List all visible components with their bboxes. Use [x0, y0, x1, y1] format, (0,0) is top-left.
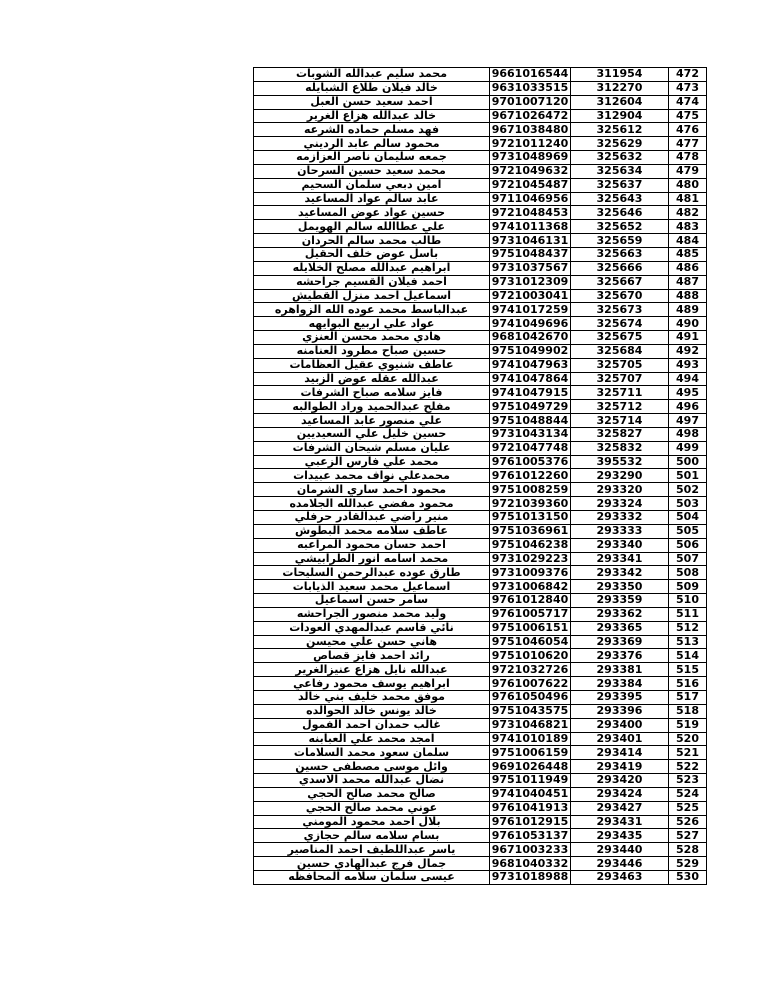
name-cell: محمود احمد ساري الشرمان: [254, 483, 490, 497]
national-id-cell: 9741010189: [490, 732, 571, 746]
row-number-cell: 520: [669, 732, 707, 746]
code-cell: 325643: [571, 192, 669, 206]
national-id-cell: 9731006842: [490, 580, 571, 594]
national-id-cell: 9761041913: [490, 801, 571, 815]
national-id-cell: 9711046956: [490, 192, 571, 206]
code-cell: 293365: [571, 621, 669, 635]
code-cell: 293401: [571, 732, 669, 746]
national-id-cell: 9761050496: [490, 690, 571, 704]
row-number-cell: 475: [669, 109, 707, 123]
table-row: [254, 760, 707, 774]
row-number-cell: 491: [669, 331, 707, 345]
name-cell: وليد محمد منصور الجراحشه: [254, 607, 490, 621]
code-cell: 325612: [571, 123, 669, 137]
national-id-cell: 9731029223: [490, 552, 571, 566]
name-cell: رائد احمد فايز قصاص: [254, 649, 490, 663]
code-cell: 325670: [571, 289, 669, 303]
table-row: [254, 206, 707, 220]
row-number-cell: 522: [669, 760, 707, 774]
name-cell: ابراهيم يوسف محمود رفاعي: [254, 677, 490, 691]
table-row: [254, 178, 707, 192]
code-cell: 325673: [571, 303, 669, 317]
national-id-cell: 9721048453: [490, 206, 571, 220]
row-number-cell: 489: [669, 303, 707, 317]
name-cell: حسين خليل علي السعيديين: [254, 427, 490, 441]
row-number-cell: 474: [669, 95, 707, 109]
code-cell: 293381: [571, 663, 669, 677]
table-row: [254, 247, 707, 261]
code-cell: 293420: [571, 774, 669, 788]
national-id-cell: 9761007622: [490, 677, 571, 691]
code-cell: 293320: [571, 483, 669, 497]
records-table-body: [254, 68, 707, 885]
name-cell: ياسر عبداللطيف احمد المناصير: [254, 843, 490, 857]
table-row: [254, 635, 707, 649]
records-table: [253, 67, 707, 885]
name-cell: عواد علي اربيع البوايهه: [254, 317, 490, 331]
row-number-cell: 476: [669, 123, 707, 137]
national-id-cell: 9671003233: [490, 843, 571, 857]
row-number-cell: 511: [669, 607, 707, 621]
national-id-cell: 9681040332: [490, 857, 571, 871]
table-row: [254, 843, 707, 857]
name-cell: سلمان سعود محمد السلامات: [254, 746, 490, 760]
code-cell: 293419: [571, 760, 669, 774]
national-id-cell: 9631033515: [490, 81, 571, 95]
table-row: [254, 469, 707, 483]
code-cell: 293414: [571, 746, 669, 760]
code-cell: 325652: [571, 220, 669, 234]
table-row: [254, 414, 707, 428]
national-id-cell: 9691026448: [490, 760, 571, 774]
table-row: [254, 718, 707, 732]
table-row: [254, 815, 707, 829]
table-row: [254, 289, 707, 303]
code-cell: 293446: [571, 857, 669, 871]
national-id-cell: 9761053137: [490, 829, 571, 843]
code-cell: 293400: [571, 718, 669, 732]
national-id-cell: 9721011240: [490, 137, 571, 151]
code-cell: 293324: [571, 497, 669, 511]
row-number-cell: 504: [669, 511, 707, 525]
name-cell: طالب محمد سالم الحردان: [254, 234, 490, 248]
national-id-cell: 9671026472: [490, 109, 571, 123]
row-number-cell: 506: [669, 538, 707, 552]
row-number-cell: 526: [669, 815, 707, 829]
table-row: [254, 400, 707, 414]
name-cell: هادي محمد محسن العنزي: [254, 331, 490, 345]
national-id-cell: 9741040451: [490, 787, 571, 801]
code-cell: 325632: [571, 151, 669, 165]
table-row: [254, 261, 707, 275]
row-number-cell: 508: [669, 566, 707, 580]
name-cell: حسين صباح مطرود العنامنه: [254, 344, 490, 358]
code-cell: 293332: [571, 511, 669, 525]
table-row: [254, 538, 707, 552]
code-cell: 312604: [571, 95, 669, 109]
national-id-cell: 9741011368: [490, 220, 571, 234]
national-id-cell: 9751006151: [490, 621, 571, 635]
row-number-cell: 479: [669, 164, 707, 178]
name-cell: عليان مسلم شيحان الشرفات: [254, 441, 490, 455]
table-row: [254, 552, 707, 566]
table-row: [254, 621, 707, 635]
code-cell: 311954: [571, 68, 669, 82]
name-cell: مفلح عبدالحميد وراد الطوالبه: [254, 400, 490, 414]
code-cell: 325666: [571, 261, 669, 275]
name-cell: خالد يونس خالد الحوالده: [254, 704, 490, 718]
name-cell: جمال فرج عبدالهادي حسين: [254, 857, 490, 871]
row-number-cell: 514: [669, 649, 707, 663]
table-row: [254, 344, 707, 358]
name-cell: منير راضي عبدالقادر حرفلي: [254, 511, 490, 525]
code-cell: 293435: [571, 829, 669, 843]
name-cell: حسين عواد عوض المساعيد: [254, 206, 490, 220]
table-row: [254, 801, 707, 815]
code-cell: 325832: [571, 441, 669, 455]
code-cell: 293396: [571, 704, 669, 718]
name-cell: جمعه سليمان ناصر العزازمه: [254, 151, 490, 165]
national-id-cell: 9751036961: [490, 524, 571, 538]
row-number-cell: 478: [669, 151, 707, 165]
national-id-cell: 9701007120: [490, 95, 571, 109]
table-row: [254, 441, 707, 455]
table-row: [254, 594, 707, 608]
national-id-cell: 9731012309: [490, 275, 571, 289]
row-number-cell: 481: [669, 192, 707, 206]
code-cell: 293463: [571, 870, 669, 884]
name-cell: عبدالباسط محمد عوده الله الزواهره: [254, 303, 490, 317]
code-cell: 325684: [571, 344, 669, 358]
row-number-cell: 477: [669, 137, 707, 151]
national-id-cell: 9661016544: [490, 68, 571, 82]
table-row: [254, 829, 707, 843]
national-id-cell: 9741017259: [490, 303, 571, 317]
row-number-cell: 496: [669, 400, 707, 414]
row-number-cell: 494: [669, 372, 707, 386]
row-number-cell: 495: [669, 386, 707, 400]
row-number-cell: 498: [669, 427, 707, 441]
table-row: [254, 68, 707, 82]
code-cell: 293333: [571, 524, 669, 538]
row-number-cell: 513: [669, 635, 707, 649]
table-row: [254, 303, 707, 317]
code-cell: 293384: [571, 677, 669, 691]
national-id-cell: 9741047915: [490, 386, 571, 400]
table-row: [254, 857, 707, 871]
national-id-cell: 9761012915: [490, 815, 571, 829]
row-number-cell: 527: [669, 829, 707, 843]
name-cell: امجد محمد علي العبابنه: [254, 732, 490, 746]
name-cell: موفق محمد خليف بني خالد: [254, 690, 490, 704]
table-row: [254, 164, 707, 178]
code-cell: 325712: [571, 400, 669, 414]
code-cell: 325629: [571, 137, 669, 151]
table-row: [254, 677, 707, 691]
table-row: [254, 427, 707, 441]
row-number-cell: 523: [669, 774, 707, 788]
row-number-cell: 517: [669, 690, 707, 704]
code-cell: 325659: [571, 234, 669, 248]
code-cell: 293350: [571, 580, 669, 594]
national-id-cell: 9741047864: [490, 372, 571, 386]
code-cell: 325707: [571, 372, 669, 386]
row-number-cell: 483: [669, 220, 707, 234]
name-cell: عاطف سلامه محمد البطوش: [254, 524, 490, 538]
row-number-cell: 497: [669, 414, 707, 428]
row-number-cell: 485: [669, 247, 707, 261]
table-row: [254, 275, 707, 289]
row-number-cell: 529: [669, 857, 707, 871]
national-id-cell: 9751049902: [490, 344, 571, 358]
name-cell: امين دبعي سلمان السحيم: [254, 178, 490, 192]
table-row: [254, 663, 707, 677]
name-cell: خالد عبدالله هزاع الغرير: [254, 109, 490, 123]
national-id-cell: 9751013150: [490, 511, 571, 525]
code-cell: 325646: [571, 206, 669, 220]
national-id-cell: 9761012260: [490, 469, 571, 483]
name-cell: محمدعلي نواف محمد عبيدات: [254, 469, 490, 483]
row-number-cell: 499: [669, 441, 707, 455]
name-cell: اسماعيل احمد منزل القطيش: [254, 289, 490, 303]
name-cell: محمد علي فارس الزعبي: [254, 455, 490, 469]
code-cell: 395532: [571, 455, 669, 469]
table-row: [254, 109, 707, 123]
row-number-cell: 503: [669, 497, 707, 511]
table-row: [254, 234, 707, 248]
name-cell: فايز سلامه صباح الشرفات: [254, 386, 490, 400]
national-id-cell: 9741047963: [490, 358, 571, 372]
national-id-cell: 9721039360: [490, 497, 571, 511]
national-id-cell: 9751008259: [490, 483, 571, 497]
code-cell: 325667: [571, 275, 669, 289]
name-cell: عيسى سلمان سلامه المحافظه: [254, 870, 490, 884]
table-row: [254, 607, 707, 621]
table-row: [254, 95, 707, 109]
name-cell: محمود مفضي عبدالله الجلامده: [254, 497, 490, 511]
name-cell: خالد فيلان طلاع الشبايله: [254, 81, 490, 95]
national-id-cell: 9751049729: [490, 400, 571, 414]
table-row: [254, 649, 707, 663]
table-row: [254, 746, 707, 760]
code-cell: 325674: [571, 317, 669, 331]
name-cell: عوني محمد صالح الحجي: [254, 801, 490, 815]
code-cell: 293342: [571, 566, 669, 580]
name-cell: محمد اسامه انور الطرابيشي: [254, 552, 490, 566]
code-cell: 293395: [571, 690, 669, 704]
name-cell: باسل عوض خلف الحقيل: [254, 247, 490, 261]
row-number-cell: 516: [669, 677, 707, 691]
row-number-cell: 528: [669, 843, 707, 857]
national-id-cell: 9751048437: [490, 247, 571, 261]
table-row: [254, 483, 707, 497]
national-id-cell: 9751006159: [490, 746, 571, 760]
row-number-cell: 486: [669, 261, 707, 275]
national-id-cell: 9741049696: [490, 317, 571, 331]
table-row: [254, 732, 707, 746]
row-number-cell: 505: [669, 524, 707, 538]
name-cell: احمد حسان محمود المراعبه: [254, 538, 490, 552]
row-number-cell: 484: [669, 234, 707, 248]
code-cell: 293369: [571, 635, 669, 649]
code-cell: 293376: [571, 649, 669, 663]
table-row: [254, 524, 707, 538]
table-row: [254, 81, 707, 95]
row-number-cell: 492: [669, 344, 707, 358]
table-row: [254, 787, 707, 801]
national-id-cell: 9731009376: [490, 566, 571, 580]
national-id-cell: 9751010620: [490, 649, 571, 663]
row-number-cell: 530: [669, 870, 707, 884]
row-number-cell: 487: [669, 275, 707, 289]
national-id-cell: 9721045487: [490, 178, 571, 192]
name-cell: نائي قاسم عبدالمهدي العودات: [254, 621, 490, 635]
row-number-cell: 488: [669, 289, 707, 303]
row-number-cell: 482: [669, 206, 707, 220]
national-id-cell: 9721049632: [490, 164, 571, 178]
name-cell: احمد فيلان القسيم جراحشه: [254, 275, 490, 289]
row-number-cell: 510: [669, 594, 707, 608]
name-cell: محمد سليم عبدالله الشوبات: [254, 68, 490, 82]
code-cell: 293424: [571, 787, 669, 801]
name-cell: بلال احمد محمود المومني: [254, 815, 490, 829]
table-row: [254, 386, 707, 400]
table-row: [254, 690, 707, 704]
table-row: [254, 870, 707, 884]
national-id-cell: 9731046821: [490, 718, 571, 732]
table-row: [254, 151, 707, 165]
code-cell: 325634: [571, 164, 669, 178]
row-number-cell: 501: [669, 469, 707, 483]
national-id-cell: 9751048844: [490, 414, 571, 428]
table-row: [254, 220, 707, 234]
name-cell: سامر حسن اسماعيل: [254, 594, 490, 608]
table-row: [254, 123, 707, 137]
table-row: [254, 497, 707, 511]
national-id-cell: 9761012840: [490, 594, 571, 608]
national-id-cell: 9731048969: [490, 151, 571, 165]
name-cell: عبدالله عقله عوض الزبيد: [254, 372, 490, 386]
row-number-cell: 493: [669, 358, 707, 372]
table-row: [254, 192, 707, 206]
table-row: [254, 566, 707, 580]
row-number-cell: 524: [669, 787, 707, 801]
code-cell: 325675: [571, 331, 669, 345]
national-id-cell: 9681042670: [490, 331, 571, 345]
name-cell: بسام سلامه سالم حجازي: [254, 829, 490, 843]
code-cell: 293362: [571, 607, 669, 621]
code-cell: 325714: [571, 414, 669, 428]
row-number-cell: 490: [669, 317, 707, 331]
code-cell: 325827: [571, 427, 669, 441]
table-row: [254, 704, 707, 718]
row-number-cell: 521: [669, 746, 707, 760]
name-cell: عابد سالم عواد المساعيد: [254, 192, 490, 206]
name-cell: محمود سالم عابد الرديني: [254, 137, 490, 151]
row-number-cell: 519: [669, 718, 707, 732]
name-cell: علي عطاالله سالم الهويمل: [254, 220, 490, 234]
name-cell: ابراهيم عبدالله مصلح الخلايله: [254, 261, 490, 275]
name-cell: وائل موسى مصطفى حسين: [254, 760, 490, 774]
name-cell: عبدالله نايل هزاع عنيزالغرير: [254, 663, 490, 677]
code-cell: 293440: [571, 843, 669, 857]
national-id-cell: 9731043134: [490, 427, 571, 441]
row-number-cell: 500: [669, 455, 707, 469]
national-id-cell: 9751043575: [490, 704, 571, 718]
table-row: [254, 358, 707, 372]
table-row: [254, 580, 707, 594]
code-cell: 293340: [571, 538, 669, 552]
national-id-cell: 9751011949: [490, 774, 571, 788]
name-cell: علي منصور عابد المساعيد: [254, 414, 490, 428]
code-cell: 293427: [571, 801, 669, 815]
code-cell: 293290: [571, 469, 669, 483]
national-id-cell: 9721003041: [490, 289, 571, 303]
national-id-cell: 9751046238: [490, 538, 571, 552]
table-row: [254, 137, 707, 151]
name-cell: صالح محمد صالح الحجي: [254, 787, 490, 801]
row-number-cell: 525: [669, 801, 707, 815]
national-id-cell: 9721047748: [490, 441, 571, 455]
national-id-cell: 9731018988: [490, 870, 571, 884]
row-number-cell: 472: [669, 68, 707, 82]
national-id-cell: 9731037567: [490, 261, 571, 275]
code-cell: 293359: [571, 594, 669, 608]
row-number-cell: 518: [669, 704, 707, 718]
code-cell: 312904: [571, 109, 669, 123]
national-id-cell: 9751046054: [490, 635, 571, 649]
name-cell: فهد مسلم حماده الشرعه: [254, 123, 490, 137]
table-row: [254, 511, 707, 525]
table-row: [254, 455, 707, 469]
row-number-cell: 509: [669, 580, 707, 594]
table-row: [254, 317, 707, 331]
code-cell: 325705: [571, 358, 669, 372]
name-cell: عاطف شنيوي عقيل العظامات: [254, 358, 490, 372]
name-cell: غالب حمدان احمد الفمول: [254, 718, 490, 732]
national-id-cell: 9731046131: [490, 234, 571, 248]
code-cell: 325663: [571, 247, 669, 261]
name-cell: محمد سعيد حسين السرحان: [254, 164, 490, 178]
code-cell: 293341: [571, 552, 669, 566]
code-cell: 325711: [571, 386, 669, 400]
row-number-cell: 512: [669, 621, 707, 635]
table-row: [254, 372, 707, 386]
table-row: [254, 774, 707, 788]
code-cell: 312270: [571, 81, 669, 95]
national-id-cell: 9761005376: [490, 455, 571, 469]
national-id-cell: 9721032726: [490, 663, 571, 677]
national-id-cell: 9761005717: [490, 607, 571, 621]
table-row: [254, 331, 707, 345]
row-number-cell: 480: [669, 178, 707, 192]
name-cell: طارق عوده عبدالرحمن السليحات: [254, 566, 490, 580]
row-number-cell: 473: [669, 81, 707, 95]
code-cell: 293431: [571, 815, 669, 829]
row-number-cell: 502: [669, 483, 707, 497]
name-cell: هاني حسن علي محيسن: [254, 635, 490, 649]
row-number-cell: 515: [669, 663, 707, 677]
name-cell: احمد سعيد حسن العبل: [254, 95, 490, 109]
name-cell: اسماعيل محمد سعيد الذيابات: [254, 580, 490, 594]
row-number-cell: 507: [669, 552, 707, 566]
code-cell: 325637: [571, 178, 669, 192]
name-cell: نضال عبدالله محمد الاسدي: [254, 774, 490, 788]
national-id-cell: 9671038480: [490, 123, 571, 137]
